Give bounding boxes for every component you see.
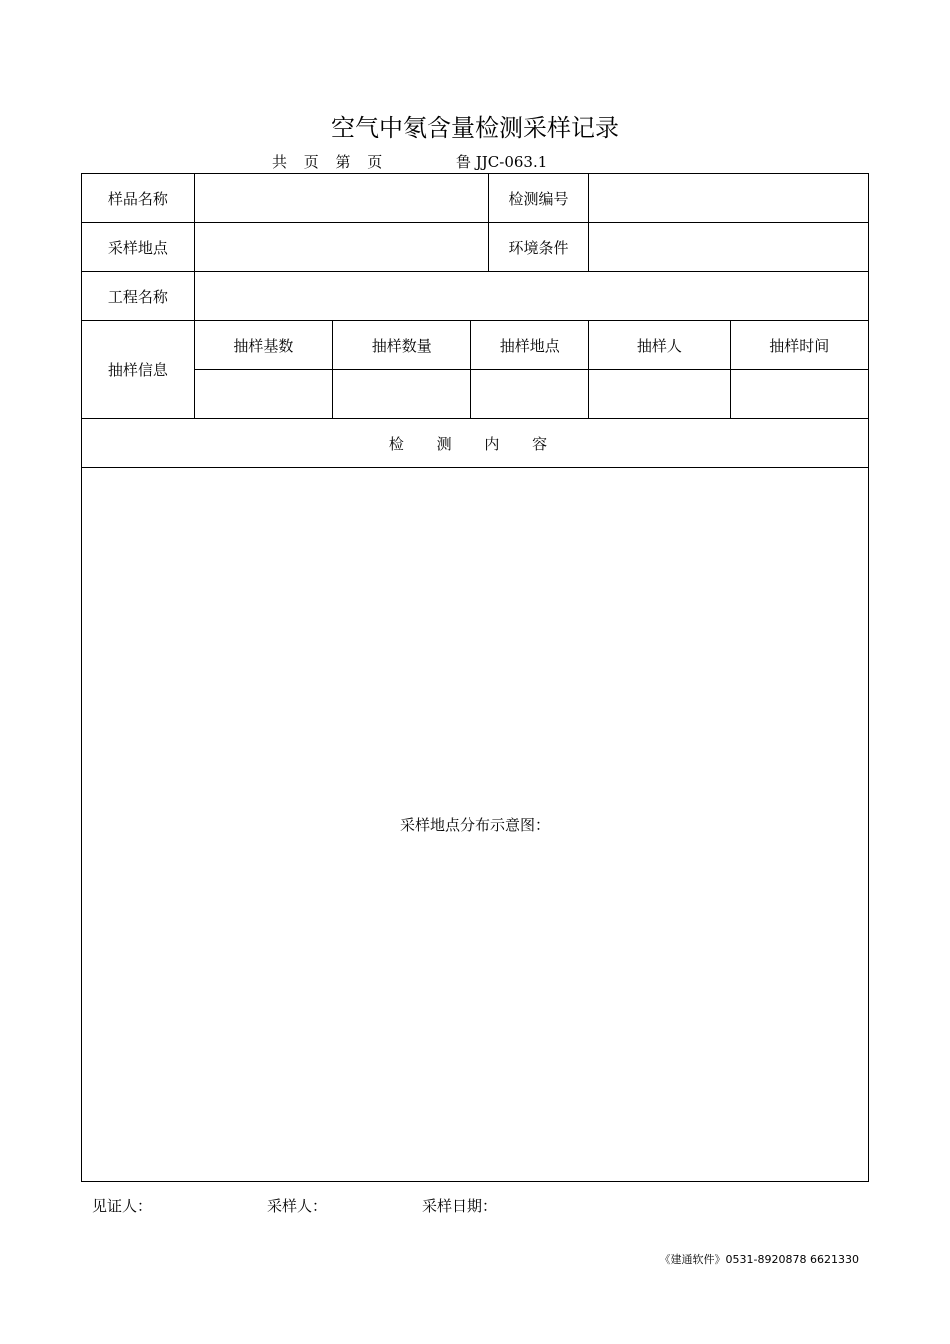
sampling-location-field[interactable]	[471, 370, 589, 419]
sampling-site-label: 采样地点	[82, 223, 195, 272]
software-credit: 《建通软件》0531-8920878 6621330	[659, 1253, 859, 1266]
environment-field[interactable]	[589, 223, 869, 272]
row-project-name	[82, 272, 869, 321]
sampling-base-header: 抽样基数	[194, 321, 332, 370]
environment-label: 环境条件	[488, 223, 588, 272]
row-test-content	[82, 419, 869, 468]
project-name-label: 工程名称	[82, 272, 195, 321]
sampler-field[interactable]	[589, 370, 730, 419]
witness-label: 见证人：	[92, 1197, 153, 1215]
test-content-heading: 检 测 内 容	[82, 419, 869, 468]
sample-name-field[interactable]	[194, 174, 488, 223]
sampling-location-header: 抽样地点	[471, 321, 589, 370]
page-title: 空气中氡含量检测采样记录	[331, 114, 619, 142]
sampler-header: 抽样人	[589, 321, 730, 370]
record-table	[81, 173, 869, 1182]
row-diagram	[82, 468, 869, 1182]
form-code: 鲁 JJC-063.1	[456, 153, 548, 171]
diagram-area[interactable]	[82, 468, 869, 1182]
sampling-site-field[interactable]	[194, 223, 488, 272]
sampler-label: 采样人：	[267, 1197, 328, 1215]
page-count: 共 页 第 页	[272, 153, 389, 171]
sampling-quantity-field[interactable]	[333, 370, 471, 419]
project-name-field[interactable]	[194, 272, 868, 321]
row-sampling-values	[82, 370, 869, 419]
row-sampling-headers	[82, 321, 869, 370]
sampling-time-header: 抽样时间	[730, 321, 868, 370]
test-number-field[interactable]	[589, 174, 869, 223]
sampling-time-field[interactable]	[730, 370, 868, 419]
row-sample-name	[82, 174, 869, 223]
sampling-date-label: 采样日期：	[422, 1197, 498, 1215]
test-number-label: 检测编号	[488, 174, 588, 223]
sample-name-label: 样品名称	[82, 174, 195, 223]
diagram-label: 采样地点分布示意图：	[399, 816, 550, 834]
sampling-base-field[interactable]	[194, 370, 332, 419]
sampling-info-label: 抽样信息	[82, 321, 195, 419]
row-sampling-site	[82, 223, 869, 272]
sampling-quantity-header: 抽样数量	[333, 321, 471, 370]
